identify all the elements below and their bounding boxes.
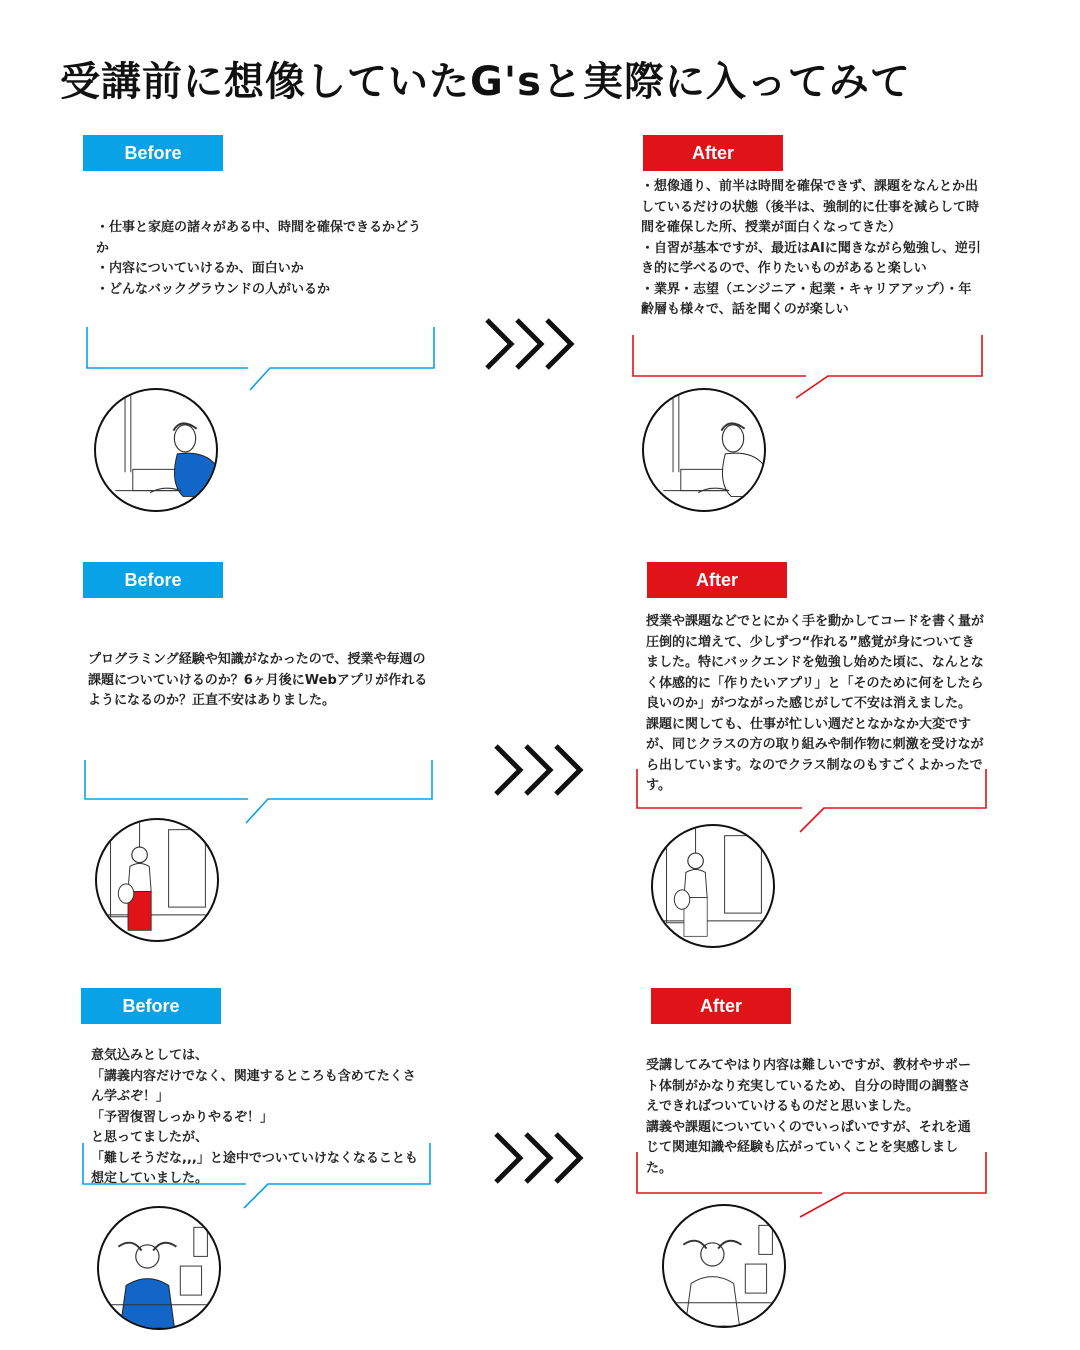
person-relaxing-icon — [662, 1204, 786, 1328]
before-text-2: プログラミング経験や知識がなかったので、授業や毎週の課題についていけるのか？6ヶ月後にWebアプリが作れるようになるのか？正直不安はありました。 — [88, 652, 428, 708]
chevron-arrows-icon-3 — [493, 1130, 588, 1186]
after-speech-bubble-3 — [634, 1149, 990, 1219]
woman-on-train-icon — [95, 818, 219, 942]
chevron-arrows-icon-1 — [484, 316, 579, 372]
before-label-2: Before — [83, 562, 223, 598]
before-text-3: 意気込みとしては、 「講義内容だけでなく、関連するところも含めてたくさん学ぶぞ！」 「予習復習しっかりやるぞ！」 と思ってましたが、 「難しそうだな,,,」と途中でついていけなくなることも想定していました。 — [91, 1048, 418, 1186]
before-speech-bubble-2 — [82, 757, 436, 827]
before-speech-bubble-1 — [84, 324, 438, 394]
before-label-1: Before — [83, 135, 223, 171]
after-label-3: After — [651, 988, 791, 1024]
page-title: 受講前に想像していたG'sと実際に入ってみて — [60, 59, 911, 105]
person-at-laptop-icon — [642, 388, 766, 512]
after-label-1: After — [643, 135, 783, 171]
chevron-arrows-icon-2 — [493, 742, 588, 798]
after-label-2: After — [647, 562, 787, 598]
before-text-1: ・仕事と家庭の諸々がある中、時間を確保できるかどうか ・内容についていけるか、面白いか ・どんなバックグラウンドの人がいるか — [96, 220, 422, 297]
after-text-3: 受講してみてやはり内容は難しいですが、教材やサポート体制がかなり充実しているため、自分の時間の調整さえできればついていけるものだと思いました。 講義や課題についていくのでいっぱいですが、それを通じて関連知識や経験も広がっていくことを実感しました。 — [646, 1058, 972, 1176]
woman-on-train-icon — [651, 824, 775, 948]
before-speech-bubble-3 — [80, 1140, 434, 1210]
person-relaxing-icon — [97, 1206, 221, 1330]
before-label-3: Before — [81, 988, 221, 1024]
after-text-1: ・想像通り、前半は時間を確保できず、課題をなんとか出しているだけの状態（後半は、強制的に仕事を減らして時間を確保した所、授業が面白くなってきた） ・自習が基本ですが、最近はAIに聞きながら勉強し、逆引き的に学べるので、作りたいものがあると楽しい ・業界・志望（エンジニア・起業・キャリアアップ）・年齢層も様々で、話を聞くのが楽しい — [641, 179, 981, 317]
after-speech-bubble-2 — [634, 766, 990, 836]
after-text-2: 授業や課題などでとにかく手を動かしてコードを書く量が圧倒的に増えて、少しずつ“作れる”感覚が身についてきました。特にバックエンドを勉強し始めた頃に、なんとなく体感的に「作りたいアプリ」と「そのために何をしたら良いのか」がつながった感じがして不安は消えました。 課題に関しても、仕事が忙しい週だとなかなか大変ですが、同じクラスの方の取り組みや制作物に刺激を受けながら出しています。なのでクラス制なのもすごくよかったです。 — [646, 614, 985, 793]
person-at-laptop-icon — [94, 388, 218, 512]
